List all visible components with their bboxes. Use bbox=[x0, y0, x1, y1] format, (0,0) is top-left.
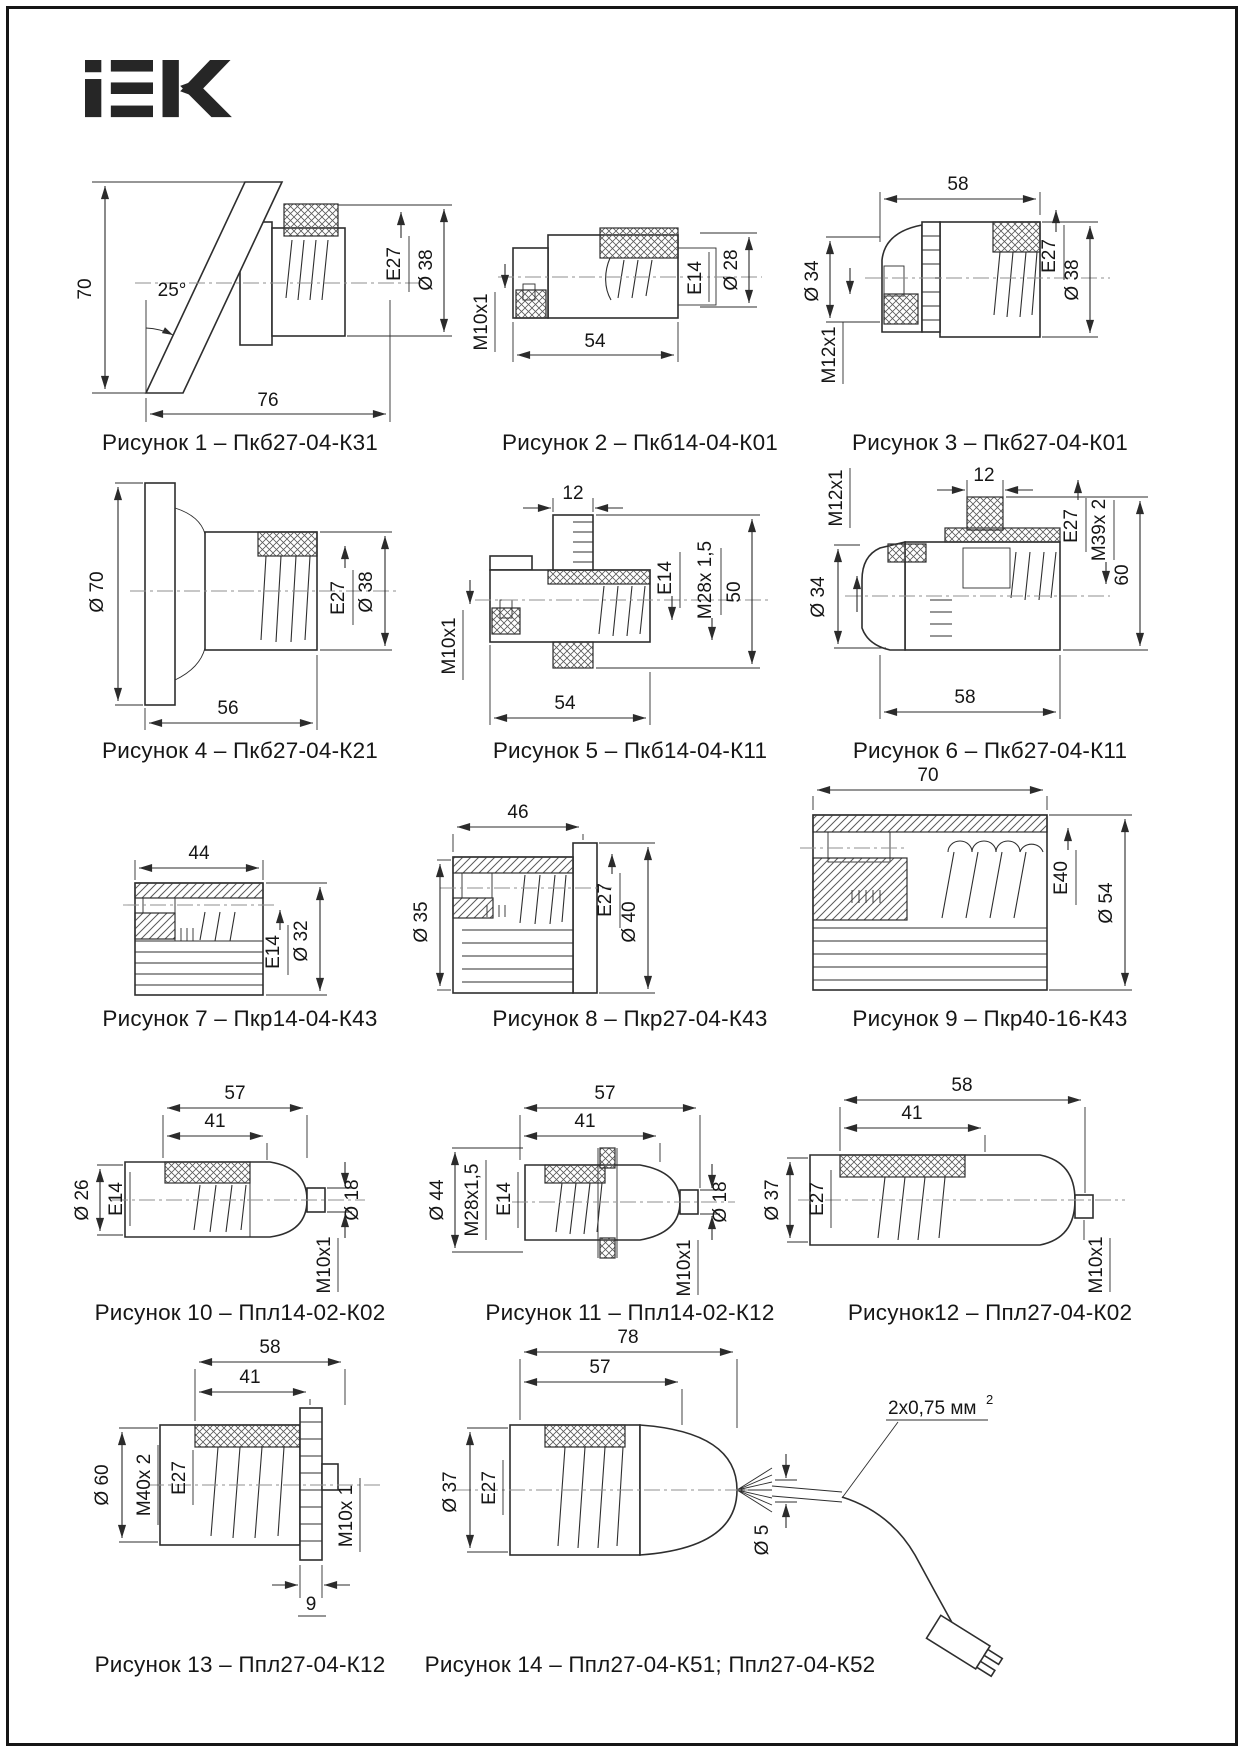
dim-label: Ø 60 bbox=[92, 1464, 113, 1506]
thread-label: M12x1 bbox=[819, 326, 840, 384]
dim-label: 54 bbox=[554, 693, 576, 714]
figure-14-caption: Рисунок 14 – Ппл27-04-К51; Ппл27-04-К52 bbox=[424, 1652, 876, 1677]
figure-14-drawing bbox=[440, 1327, 1004, 1678]
dim-label: Ø 37 bbox=[762, 1179, 783, 1221]
thread-label: M40x 2 bbox=[134, 1453, 155, 1517]
dim-label: Ø 40 bbox=[619, 901, 640, 943]
figure-11-drawing bbox=[427, 1083, 735, 1297]
figure-13-caption: Рисунок 13 – Ппл27-04-К12 bbox=[94, 1652, 386, 1677]
figure-8-caption: Рисунок 8 – Пкр27-04-К43 bbox=[492, 1006, 768, 1031]
figure-2-caption: Рисунок 2 – Пкб14-04-К01 bbox=[501, 430, 778, 455]
dim-label: 78 bbox=[617, 1327, 639, 1348]
dim-label: 60 bbox=[1112, 564, 1133, 586]
figure-4-drawing bbox=[87, 483, 400, 730]
figure-9-drawing bbox=[800, 765, 1132, 990]
figure-10-caption: Рисунок 10 – Ппл14-02-К02 bbox=[94, 1300, 386, 1325]
dim-label: 41 bbox=[574, 1111, 596, 1132]
dim-label: 12 bbox=[562, 483, 584, 504]
figure-2-drawing bbox=[471, 228, 762, 362]
dim-label: 44 bbox=[188, 843, 210, 864]
wire-label-sup: 2 bbox=[986, 1392, 994, 1407]
thread-label: M12x1 bbox=[826, 469, 847, 527]
dim-label: Ø 32 bbox=[291, 920, 312, 962]
dim-label: Ø 18 bbox=[342, 1179, 363, 1221]
figure-8-drawing bbox=[411, 802, 655, 993]
dim-label: Ø 5 bbox=[752, 1524, 773, 1556]
dim-label: Ø 35 bbox=[411, 901, 432, 943]
thread-label: E27 bbox=[1061, 509, 1082, 543]
angle-label: 25° bbox=[157, 280, 187, 301]
wire-label: 2x0,75 мм bbox=[888, 1398, 977, 1419]
thread-label: E27 bbox=[479, 1471, 500, 1505]
dim-label: 12 bbox=[973, 465, 995, 486]
thread-label: E27 bbox=[807, 1182, 828, 1216]
dim-label: 57 bbox=[224, 1083, 246, 1104]
figure-3-drawing bbox=[802, 174, 1110, 384]
dim-label: 41 bbox=[901, 1103, 923, 1124]
thread-label: E14 bbox=[263, 935, 284, 969]
dim-label: Ø 38 bbox=[1062, 259, 1083, 301]
figure-5-caption: Рисунок 5 – Пкб14-04-К11 bbox=[492, 738, 768, 763]
thread-label: M10x1 bbox=[314, 1236, 335, 1294]
dim-label: 57 bbox=[594, 1083, 616, 1104]
figure-7-caption: Рисунок 7 – Пкр14-04-К43 bbox=[102, 1006, 378, 1031]
figure-5-drawing bbox=[439, 483, 770, 725]
thread-label: M10x1 bbox=[439, 617, 460, 675]
dim-label: Ø 28 bbox=[721, 249, 742, 291]
dim-label: 41 bbox=[204, 1111, 226, 1132]
thread-label: M28x 1,5 bbox=[695, 540, 716, 620]
dim-label: 54 bbox=[584, 331, 606, 352]
dim-label: 46 bbox=[507, 802, 529, 823]
thread-label: E14 bbox=[494, 1182, 515, 1216]
iek-logo bbox=[85, 60, 232, 117]
figure-10-drawing bbox=[72, 1083, 365, 1294]
dim-label: Ø 34 bbox=[808, 576, 829, 618]
dim-label: Ø 26 bbox=[72, 1179, 93, 1221]
dim-label: Ø 37 bbox=[440, 1471, 461, 1513]
dim-label: 58 bbox=[951, 1075, 973, 1096]
dim-label: 50 bbox=[724, 581, 745, 603]
thread-label: E14 bbox=[655, 561, 676, 595]
thread-label: E27 bbox=[169, 1461, 190, 1495]
figure-9-caption: Рисунок 9 – Пкр40-16-К43 bbox=[852, 1006, 1128, 1031]
thread-label: E27 bbox=[1039, 239, 1060, 273]
dim-label: 70 bbox=[917, 765, 939, 786]
thread-label: E27 bbox=[384, 247, 405, 281]
dim-label: Ø 54 bbox=[1096, 882, 1117, 924]
dim-label: Ø 70 bbox=[87, 571, 108, 613]
thread-label: E27 bbox=[328, 581, 349, 615]
dim-label: 58 bbox=[259, 1337, 281, 1358]
dim-label: 9 bbox=[305, 1594, 317, 1615]
thread-label: E14 bbox=[106, 1182, 127, 1216]
thread-label: E40 bbox=[1051, 861, 1072, 895]
dim-label: 70 bbox=[75, 278, 96, 300]
figure-4-caption: Рисунок 4 – Пкб27-04-К21 bbox=[101, 738, 378, 763]
thread-label: E27 bbox=[595, 883, 616, 917]
figure-6-drawing bbox=[808, 465, 1148, 719]
dim-label: 56 bbox=[217, 698, 239, 719]
figure-1-caption: Рисунок 1 – Пкб27-04-К31 bbox=[101, 430, 378, 455]
dim-label: 41 bbox=[239, 1367, 261, 1388]
thread-label: M39x 2 bbox=[1089, 498, 1110, 562]
thread-label: M10x 1 bbox=[336, 1484, 357, 1548]
thread-label: E14 bbox=[685, 261, 706, 295]
figure-3-caption: Рисунок 3 – Пкб27-04-К01 bbox=[851, 430, 1128, 455]
dim-label: 57 bbox=[589, 1357, 611, 1378]
thread-label: M28x1,5 bbox=[462, 1163, 483, 1237]
figure-6-caption: Рисунок 6 – Пкб27-04-К11 bbox=[852, 738, 1128, 763]
figure-12-caption: Рисунок12 – Ппл27-04-К02 bbox=[847, 1300, 1133, 1325]
dim-label: 76 bbox=[257, 390, 279, 411]
dim-label: Ø 34 bbox=[802, 260, 823, 302]
dim-label: Ø 38 bbox=[356, 571, 377, 613]
dim-label: 58 bbox=[947, 174, 969, 195]
figure-12-drawing bbox=[762, 1075, 1125, 1294]
figure-7-drawing bbox=[123, 843, 327, 995]
figure-11-caption: Рисунок 11 – Ппл14-02-К12 bbox=[485, 1300, 775, 1325]
dim-label: 58 bbox=[954, 687, 976, 708]
thread-label: M10x1 bbox=[471, 293, 492, 351]
dim-label: Ø 44 bbox=[427, 1179, 448, 1221]
thread-label: M10x1 bbox=[1086, 1236, 1107, 1294]
dim-label: Ø 38 bbox=[416, 249, 437, 291]
thread-label: M10x1 bbox=[674, 1239, 695, 1297]
figure-1-drawing bbox=[75, 182, 452, 422]
dim-label: Ø 18 bbox=[710, 1181, 731, 1223]
figure-13-drawing bbox=[92, 1337, 380, 1616]
